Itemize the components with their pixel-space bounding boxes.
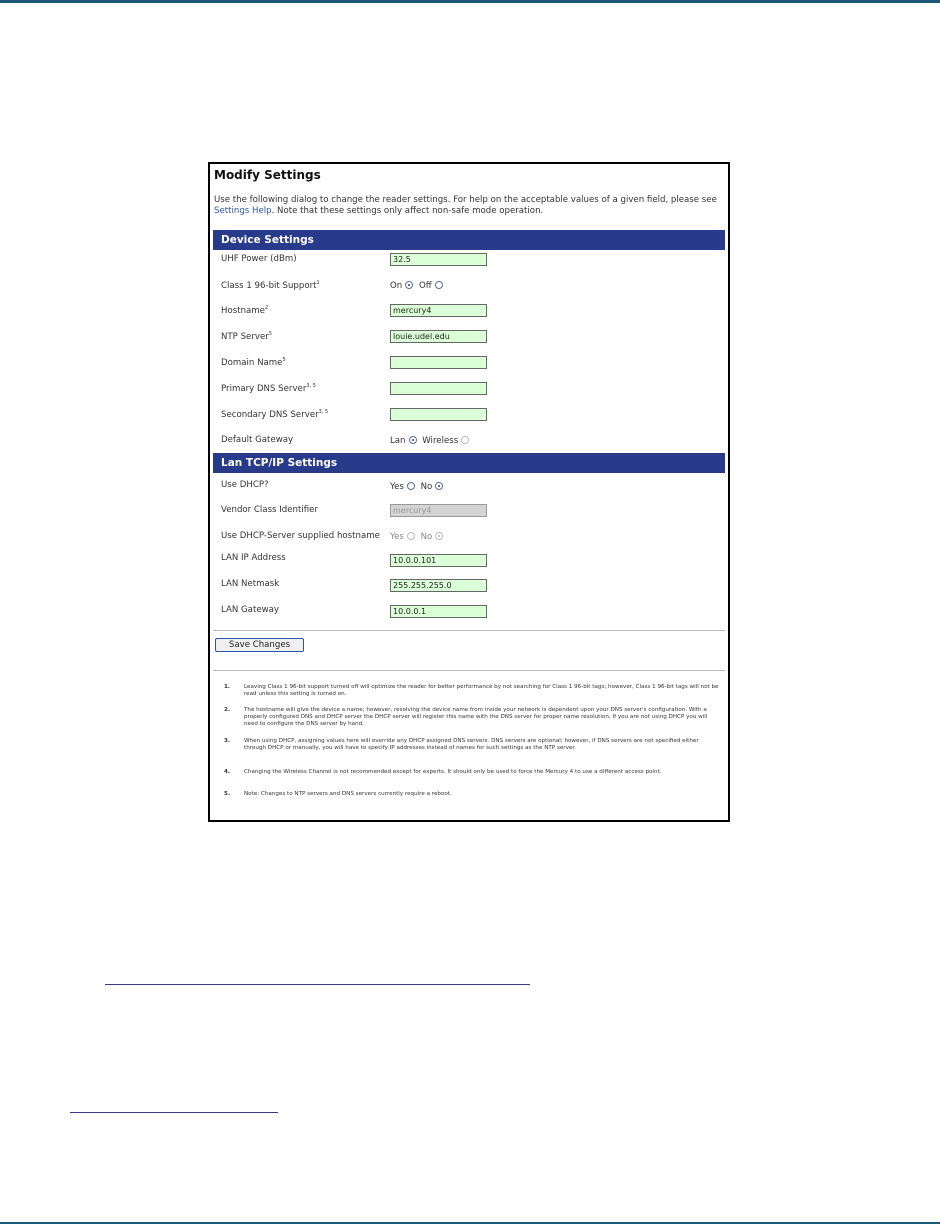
hostname-input[interactable]: mercury4 [390, 304, 487, 317]
secondary-dns-label: Secondary DNS Server$^{3, 5}$ [221, 409, 329, 420]
class1-support-label: Class 1 96-bit Support$^1$ [221, 280, 320, 291]
secondary-dns-input[interactable] [390, 408, 487, 421]
gateway-lan-radio[interactable] [409, 436, 417, 444]
dialog-title: Modify Settings [214, 168, 321, 182]
lan-netmask-input[interactable]: 255.255.255.0 [390, 579, 487, 592]
uhf-power-label: UHF Power (dBm) [221, 254, 297, 264]
divider [213, 670, 725, 671]
primary-dns-input[interactable] [390, 382, 487, 395]
use-dhcp-label: Use DHCP? [221, 480, 269, 490]
link-underline[interactable] [70, 1112, 278, 1113]
lan-gateway-label: LAN Gateway [221, 605, 279, 615]
class1-support-radio-group [390, 281, 446, 291]
dhcp-hostname-radio-group [390, 532, 446, 542]
settings-help-link[interactable]: Settings Help [214, 206, 272, 216]
page-bottom-rule [0, 1222, 940, 1224]
default-gateway-radio-group [390, 436, 472, 446]
dhcp-hostname-yes-label: Yes [390, 532, 404, 542]
page-top-rule [0, 0, 940, 3]
intro-text [214, 195, 726, 217]
ntp-server-input[interactable]: louie.udel.edu [390, 330, 487, 343]
save-changes-button[interactable]: Save Changes [215, 638, 304, 652]
lan-netmask-label: LAN Netmask [221, 579, 280, 589]
vendor-class-input[interactable]: mercury4 [390, 504, 487, 517]
domain-name-label: Domain Name$^5$ [221, 357, 286, 368]
class1-off-radio[interactable] [435, 281, 443, 289]
primary-dns-label: Primary DNS Server$^{3, 5}$ [221, 383, 316, 394]
lan-gateway-input[interactable]: 10.0.0.1 [390, 605, 487, 618]
dhcp-no-label: No [420, 482, 433, 492]
class1-on-label: On [390, 281, 403, 291]
gateway-lan-label: Lan [390, 436, 406, 446]
intro-text-2: . Note that these settings only affect non-safe mode operation. [271, 206, 544, 216]
gateway-wireless-label: Wireless [422, 436, 459, 446]
ntp-server-label: NTP Server$^5$ [221, 331, 272, 342]
modify-settings-dialog: Modify Settings Use the following dialog to change the reader settings. For help on the acceptable values of a given field, please see Settings Help. Note that these settings only affect non-safe mode operation. Device Settings UHF Power (dBm) 32.5 Class 1 96-bit Support$^1$ On Off Hostname$^2$ mercury4 NTP Server$^5$ louie.udel.edu Domain Name$^5$ Primary DNS Server$^{3, 5}$ Secondary DNS Server$^{3, 5}$ Default Gateway Lan Wireless Lan TCP/IP Settings Use DHCP? Yes No Vendor Class Identifier mercury4 Use DHCP-Server supplied hostname Yes No LAN IP Address 10.0.0.101 LAN Netmask 255.255.255.0 LAN Gateway 10.0.0.1 Save Changes 1. Leaving Class 1 96-bit support turned off will optimize the reader for better performance by not searching for Class 1 96-bit tags; however, Class 1 96-bit tags will not be read unless this setting is turned on. 2. The hostname will give the device a name; however, resolving the device name from inside your network is dependent upon your DNS server's configuration. With a properly configured DNS and DHCP server the DHCP server will register this name with the DNS server for proper name resolution. If you are not using DHCP you will need to configure the DNS server by hand. 3. When using DHCP, assigning values here will override any DHCP assigned DNS servers. DNS servers are optional; however, if DNS servers are not specified either through DHCP or manually, you will have to specify IP addresses instead of names for such settings as the NTP server. 4. Changing the Wireless Channel is not recommended except for experts. It should only be used to force the Mercury 4 to use a different access point. 5. Note: Changes to NTP servers and DNS servers currently require a reboot. [208, 162, 730, 822]
default-gateway-label: Default Gateway [221, 435, 294, 445]
class1-on-radio[interactable] [405, 281, 413, 289]
link-underline[interactable] [105, 984, 530, 985]
gateway-wireless-radio[interactable] [461, 436, 469, 444]
dhcp-yes-label: Yes [390, 482, 404, 492]
uhf-power-input[interactable]: 32.5 [390, 253, 487, 266]
dhcp-hostname-no-label: No [420, 532, 433, 542]
use-dhcp-radio-group [390, 482, 446, 492]
dhcp-hostname-yes-radio[interactable] [407, 532, 415, 540]
dhcp-hostname-label: Use DHCP-Server supplied hostname [221, 531, 380, 541]
divider [213, 630, 725, 631]
lan-ip-label: LAN IP Address [221, 553, 286, 563]
lan-settings-header: Lan TCP/IP Settings [213, 453, 725, 473]
dhcp-no-radio[interactable] [435, 482, 443, 490]
class1-off-label: Off [418, 281, 432, 291]
lan-ip-input[interactable]: 10.0.0.101 [390, 554, 487, 567]
vendor-class-label: Vendor Class Identifier [221, 505, 318, 515]
domain-name-input[interactable] [390, 356, 487, 369]
device-settings-header: Device Settings [213, 230, 725, 250]
dhcp-hostname-no-radio[interactable] [435, 532, 443, 540]
dhcp-yes-radio[interactable] [407, 482, 415, 490]
hostname-label: Hostname$^2$ [221, 305, 269, 316]
intro-text-1: Use the following dialog to change the reader settings. For help on the acceptable values of a given field, please see [214, 195, 717, 205]
